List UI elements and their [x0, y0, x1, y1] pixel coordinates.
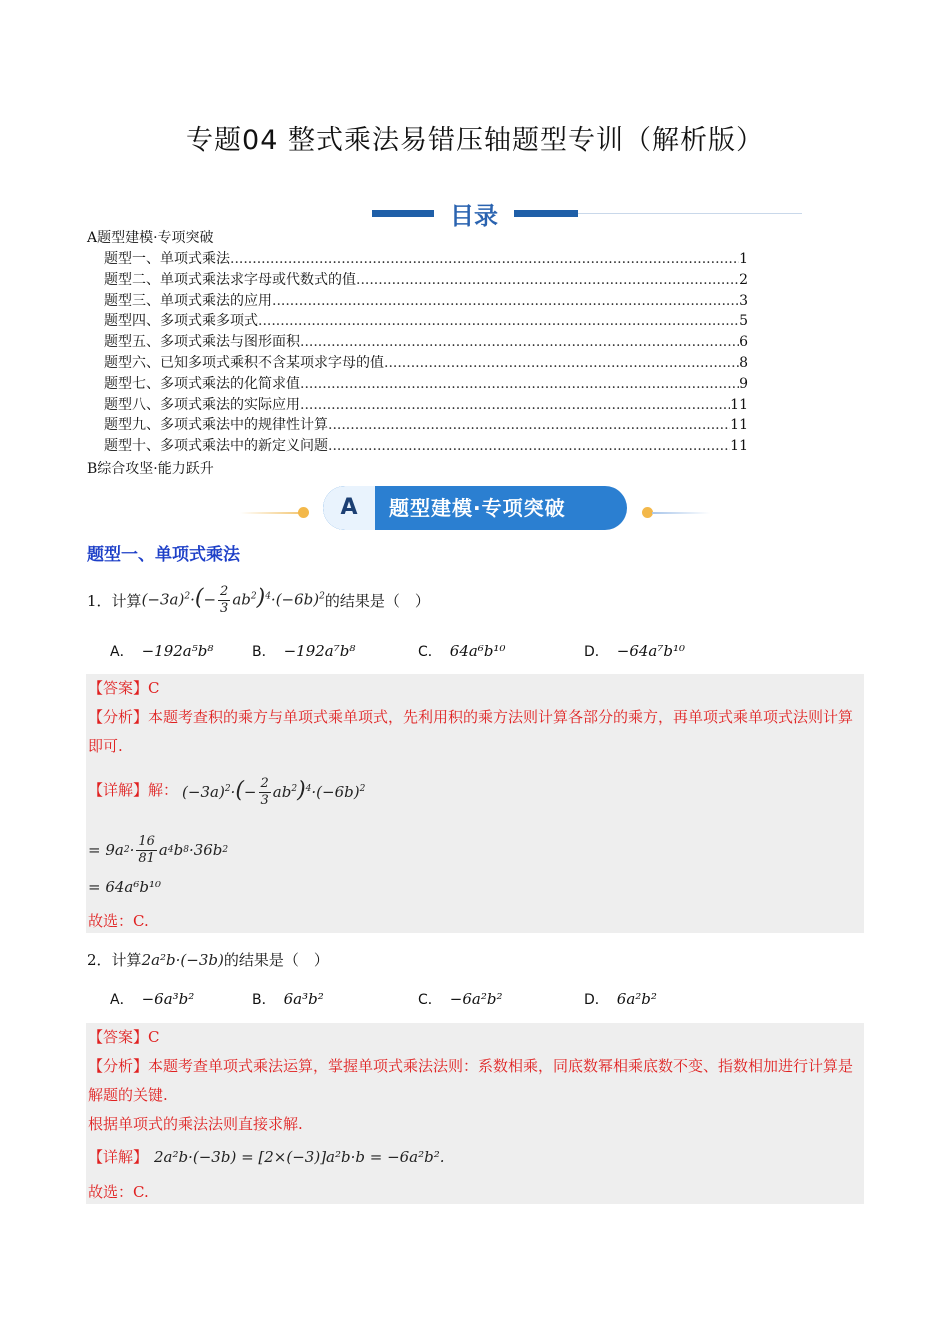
- q2-option-b[interactable]: [252, 989, 324, 1009]
- q1-suffix: 的结果是（ ）: [324, 591, 430, 610]
- toc-item-page: 11: [730, 417, 748, 434]
- question-2: [87, 948, 329, 972]
- toc-leader: [258, 311, 739, 331]
- toc-section-a[interactable]: A题型建模·专项突破: [87, 230, 214, 246]
- q2-solution-box: [86, 1023, 864, 1204]
- q2-answer: [88, 1023, 858, 1052]
- q1-prefix: 计算: [111, 591, 142, 610]
- option-expression: 6a³b²: [283, 990, 324, 1008]
- option-letter: D．: [584, 644, 609, 660]
- option-expression: −6a²b²: [449, 990, 503, 1008]
- q2-analysis-text: 本题考查单项式乘法运算，掌握单项式乘法法则：系数相乘，同底数幂相乘底数不变、指数相加进行计算是解题的关键.: [88, 1057, 854, 1104]
- toc-item-label: 题型四、多项式乘多项式: [104, 313, 258, 330]
- q1-detail-prefix: 解：: [148, 781, 179, 799]
- toc-item-label: 题型七、多项式乘法的化简求值: [104, 375, 300, 392]
- banner-right-line: [652, 512, 710, 514]
- page-title: 专题04 整式乘法易错压轴题型专训（解析版）: [186, 125, 764, 156]
- toc-leader: [300, 332, 739, 352]
- q2-conclusion: 故选：C.: [88, 1183, 149, 1201]
- banner-left-dot: [298, 507, 309, 518]
- toc-item-label: 题型一、单项式乘法: [104, 251, 230, 267]
- toc-item[interactable]: [104, 353, 748, 373]
- q1-conclusion: 故选：C.: [88, 912, 149, 930]
- q2-option-d[interactable]: [584, 989, 657, 1009]
- q2-suffix: 的结果是（ ）: [223, 951, 329, 969]
- q1-solution-box: [86, 674, 864, 933]
- toc-item-label: 题型五、多项式乘法与图形面积: [104, 334, 300, 351]
- q1-option-c[interactable]: [418, 641, 505, 661]
- option-letter: A．: [110, 644, 134, 660]
- toc-leader: [328, 436, 730, 456]
- q2-prefix: 计算: [111, 951, 142, 969]
- toc-item[interactable]: [104, 270, 748, 290]
- toc-item[interactable]: [104, 395, 748, 415]
- q1-option-a[interactable]: [110, 641, 213, 661]
- toc-item[interactable]: [104, 332, 748, 352]
- toc-item[interactable]: [104, 415, 748, 435]
- toc-heading: [372, 196, 802, 230]
- q1-detail: [88, 770, 858, 810]
- option-letter: B．: [252, 644, 276, 660]
- banner-text: 题型建模·专项突破: [389, 496, 566, 520]
- toc-right-bar: [514, 210, 578, 217]
- toc-item-label: 题型二、单项式乘法求字母或代数式的值: [104, 271, 356, 288]
- banner-pill: [323, 486, 627, 530]
- toc-item-label: 题型三、单项式乘法的应用: [104, 292, 272, 309]
- q1-analysis-tag: 【分析】: [88, 708, 149, 726]
- q1-analysis: [88, 703, 858, 761]
- toc-left-bar: [372, 210, 434, 217]
- toc-item-page: 11: [730, 396, 748, 413]
- question-1: [87, 580, 430, 620]
- toc-item[interactable]: [104, 374, 748, 394]
- toc-item-page: 2: [739, 271, 748, 288]
- toc-item-label: 题型九、多项式乘法中的规律性计算: [104, 417, 328, 434]
- toc-item-page: 6: [739, 334, 748, 351]
- toc-item-page: 3: [739, 292, 748, 309]
- q2-number: 2．: [87, 951, 112, 969]
- toc-leader: [356, 270, 739, 290]
- banner-letter: A: [323, 486, 375, 530]
- toc-item-label: 题型十、多项式乘法中的新定义问题: [104, 438, 328, 455]
- toc-item[interactable]: [104, 249, 748, 269]
- toc-title: 目录: [450, 202, 498, 230]
- toc-item-page: 8: [739, 355, 748, 371]
- option-letter: A．: [110, 992, 134, 1008]
- q1-answer: [88, 674, 858, 703]
- option-expression: −192a⁷b⁸: [283, 642, 356, 660]
- q1-option-b[interactable]: [252, 641, 355, 661]
- q2-analysis-tag: 【分析】: [88, 1057, 149, 1075]
- option-letter: D．: [584, 992, 609, 1008]
- toc-item-page: 9: [739, 375, 748, 392]
- banner-left-line: [240, 512, 300, 514]
- q1-detail-expression: $(-3a)^2\cdot(-$ $\frac{2}{3}$ $ab^2)^4\cdot(-6b)^2$: [182, 776, 366, 808]
- toc-item-page: 5: [739, 313, 748, 330]
- toc-rule: [578, 213, 802, 214]
- option-letter: B．: [252, 992, 276, 1008]
- toc-leader: [300, 374, 739, 394]
- q1-answer-tag: 【答案】: [88, 679, 149, 697]
- section-heading: 题型一、单项式乘法: [87, 545, 240, 565]
- toc-leader: [230, 249, 739, 269]
- q2-analysis: [88, 1052, 858, 1110]
- q2-detail: [88, 1143, 858, 1172]
- toc-leader: [272, 291, 739, 311]
- toc-item-page: 1: [739, 251, 748, 267]
- q2-expression: 2a²b·(−3b): [141, 951, 224, 969]
- q1-number: 1．: [87, 591, 112, 610]
- q1-analysis-text: 本题考查积的乘方与单项式乘单项式，先利用积的乘方法则计算各部分的乘方，再单项式乘单项式法则计算即可.: [88, 708, 854, 755]
- q2-answer-tag: 【答案】: [88, 1028, 149, 1046]
- q2-detail-tag: 【详解】: [88, 1148, 149, 1166]
- q1-detail-tag: 【详解】: [88, 781, 149, 799]
- option-expression: 64a⁶b¹⁰: [449, 642, 506, 660]
- toc-leader: [328, 415, 730, 435]
- option-letter: C．: [418, 992, 442, 1008]
- option-expression: −6a³b²: [141, 990, 195, 1008]
- q1-expression: $(-3a)^2\cdot(-$ $\frac{2}{3}$ $ab^2)^4\cdot(-6b)^2$: [141, 583, 325, 616]
- toc-item-page: 11: [730, 438, 748, 455]
- q1-answer-value: C: [148, 679, 160, 697]
- option-expression: −64a⁷b¹⁰: [616, 642, 686, 660]
- toc-item-label: 题型六、已知多项式乘积不含某项求字母的值: [104, 355, 384, 371]
- q2-answer-value: C: [148, 1028, 160, 1046]
- toc-item[interactable]: [104, 291, 748, 311]
- q2-option-c[interactable]: [418, 989, 502, 1009]
- q1-step-1: = 9 a 2 · $\frac{16}{81}$ a 4 b 8 ·36 b 2: [88, 833, 229, 866]
- option-letter: C．: [418, 644, 442, 660]
- option-expression: −192a⁵b⁸: [141, 642, 214, 660]
- toc-item[interactable]: [104, 436, 748, 456]
- q2-option-a[interactable]: [110, 989, 194, 1009]
- toc-item[interactable]: [104, 311, 748, 331]
- toc-section-b[interactable]: B综合攻坚·能力跃升: [87, 461, 214, 477]
- toc-item-label: 题型八、多项式乘法的实际应用: [104, 396, 300, 413]
- option-expression: 6a²b²: [616, 990, 657, 1008]
- toc-leader: [300, 395, 730, 415]
- toc-leader: [384, 353, 739, 373]
- q2-detail-expression: 2a²b·(−3b) = [2×(−3)]a²b·b = −6a²b².: [154, 1148, 445, 1166]
- q1-option-d[interactable]: [584, 641, 685, 661]
- q1-step-2: = 64a⁶b¹⁰: [88, 878, 162, 896]
- section-banner: [240, 486, 710, 532]
- q2-analysis-2: 根据单项式的乘法法则直接求解.: [88, 1115, 303, 1133]
